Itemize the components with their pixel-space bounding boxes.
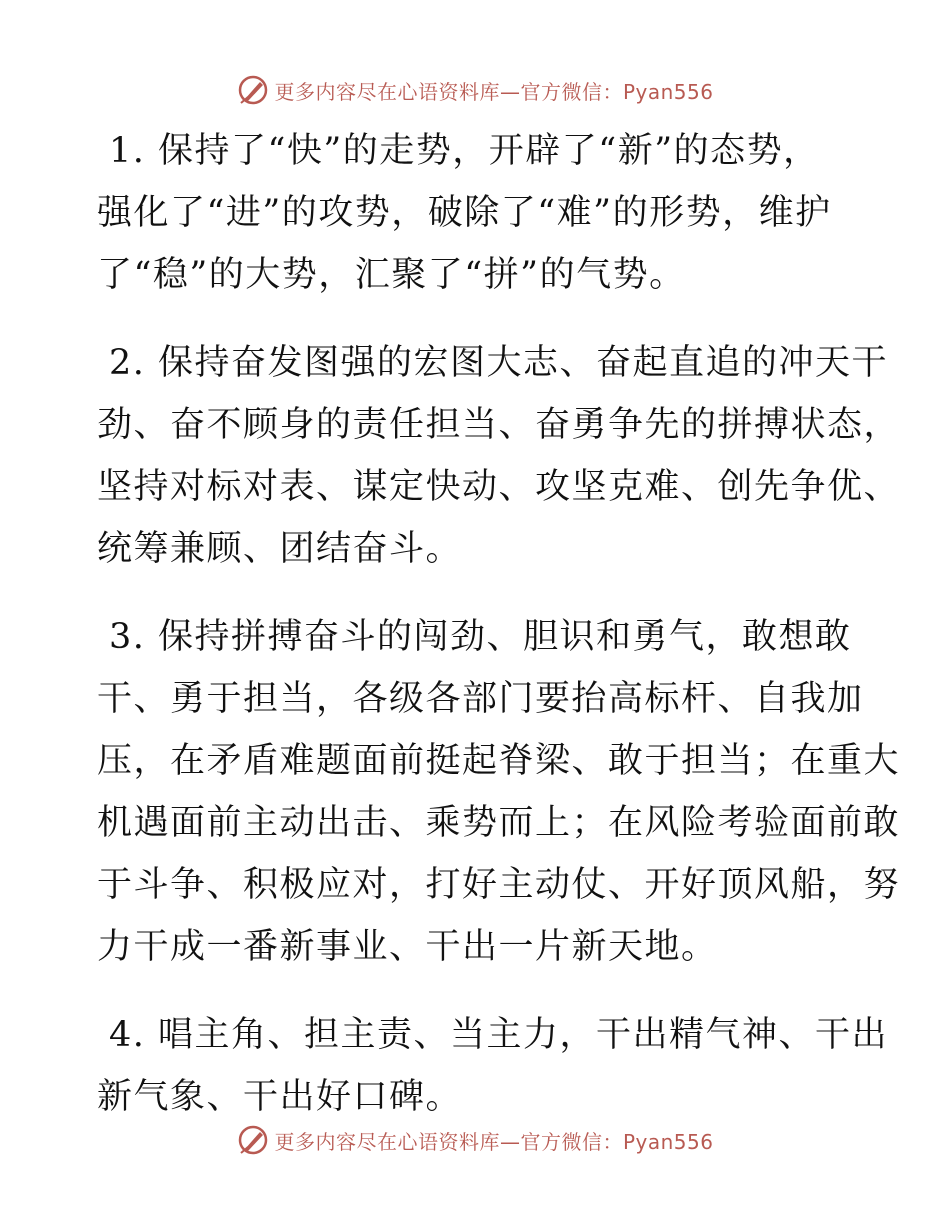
paragraph-line: 强化了“进”的攻势，破除了“难”的形势，维护: [97, 193, 832, 233]
header-banner: [0, 70, 950, 110]
paragraph-4: [97, 1004, 889, 1128]
paragraph-line: 统筹兼顾、团结奋斗。: [97, 529, 463, 569]
paragraph-line: 于斗争、积极应对，打好主动仗、开好顶风船，努: [97, 865, 901, 905]
document-body: [97, 120, 901, 1154]
paragraph-line: 2. 保持奋发图强的宏图大志、奋起直追的冲天干: [109, 343, 889, 383]
paragraph-line: 劲、奋不顾身的责任担当、奋勇争先的拼搏状态，: [97, 405, 901, 445]
paragraph-line: 坚持对标对表、谋定快动、攻坚克难、创先争优、: [97, 467, 901, 507]
paragraph-line: 4. 唱主角、担主责、当主力，干出精气神、干出: [109, 1015, 889, 1055]
paragraph-line: 了“稳”的大势，汇聚了“拼”的气势。: [97, 255, 686, 295]
paragraph-line: 3. 保持拼搏奋斗的闯劲、胆识和勇气，敢想敢: [109, 617, 852, 657]
paragraph-line: 机遇面前主动出击、乘势而上；在风险考验面前敢: [97, 803, 901, 843]
paragraph-line: 1. 保持了“快”的走势，开辟了“新”的态势，: [109, 131, 820, 171]
paragraph-line: 干、勇于担当，各级各部门要抬高标杆、自我加: [97, 679, 864, 719]
paragraph-2: [97, 332, 901, 580]
footer-banner-text: 更多内容尽在心语资料库—官方微信：Pyan556: [274, 1129, 714, 1154]
quill-logo-icon: [236, 1123, 270, 1157]
footer-banner: [0, 1120, 950, 1160]
paragraph-1: [97, 120, 857, 306]
paragraph-line: 力干成一番新事业、干出一片新天地。: [97, 927, 718, 967]
quill-logo-icon: [236, 73, 270, 107]
header-banner-text: 更多内容尽在心语资料库—官方微信：Pyan556: [274, 79, 714, 104]
paragraph-line: 压，在矛盾难题面前挺起脊梁、敢于担当；在重大: [97, 741, 901, 781]
paragraph-line: 新气象、干出好口碑。: [97, 1077, 463, 1117]
paragraph-3: [97, 606, 901, 978]
